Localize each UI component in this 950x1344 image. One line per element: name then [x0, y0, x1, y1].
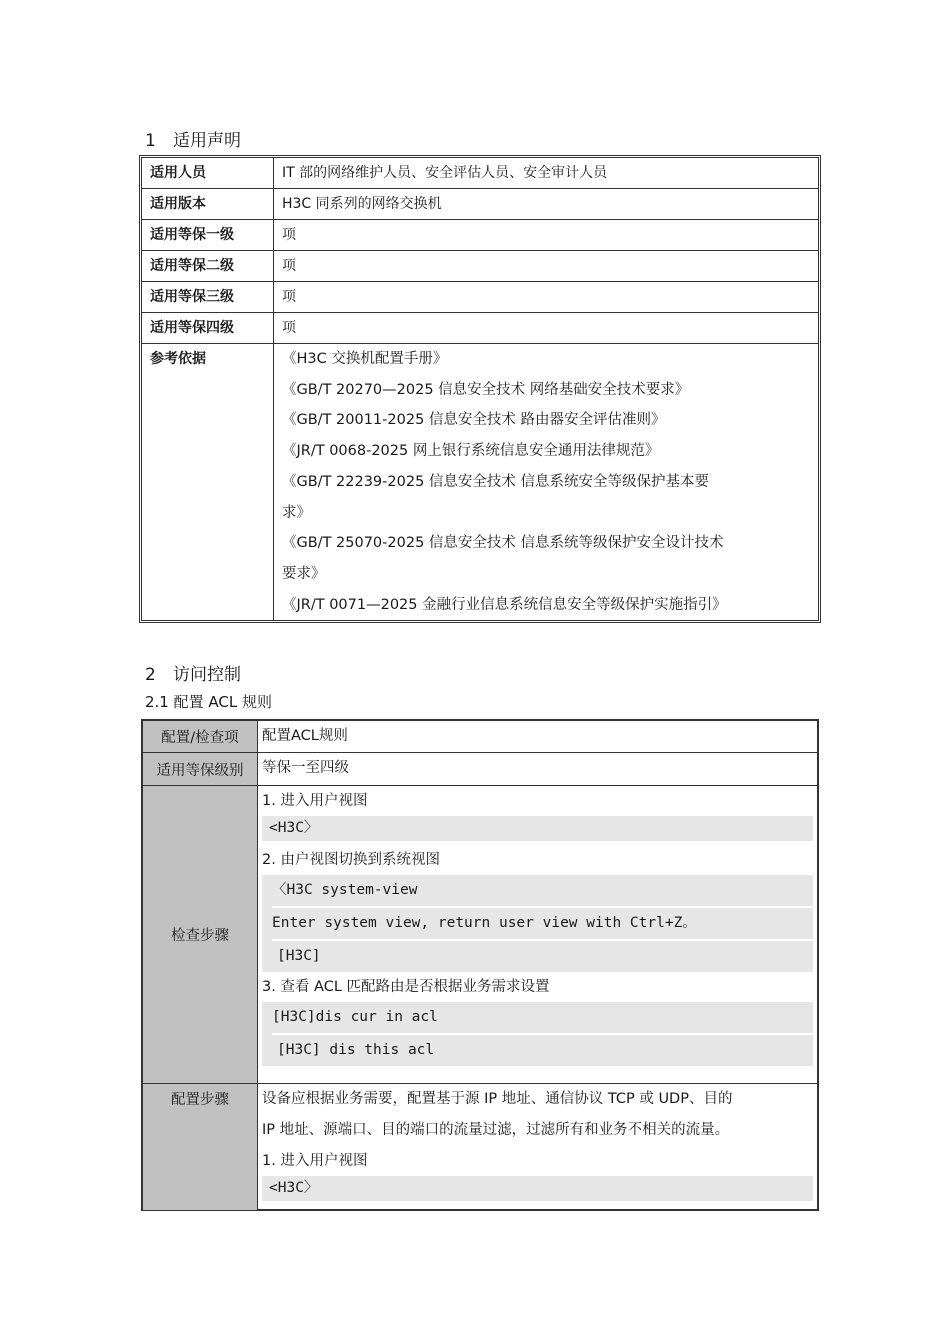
- row-value: 项: [282, 289, 296, 305]
- code-line: 〈H3C system-view: [272, 875, 813, 908]
- section-2-heading: [145, 660, 241, 685]
- table-row: [142, 188, 818, 219]
- code-line: [H3C]dis cur in acl: [272, 1002, 813, 1035]
- row-label: 适用等保一级: [142, 220, 274, 250]
- acl-config-table: [141, 719, 819, 1211]
- row-label: 适用等保三级: [142, 282, 274, 312]
- row-value: 配置ACL规则: [262, 728, 348, 744]
- reference-item: 《JR/T 0068-2025 网上银行系统信息安全通用法律规范》: [282, 443, 660, 460]
- table-row: [142, 158, 818, 188]
- row-value: IT 部的网络维护人员、安全评估人员、安全审计人员: [282, 165, 608, 181]
- row-label: 配置/检查项: [143, 721, 258, 752]
- code-block: <H3C〉: [262, 816, 813, 841]
- code-line: Enter system view, return user view with Ctrl+Z。: [272, 908, 813, 941]
- reference-item: 《GB/T 25070-2025 信息安全技术 信息系统等级保护安全设计技术: [282, 535, 724, 552]
- row-label: 参考依据: [142, 344, 274, 620]
- section-title: 访问控制: [173, 665, 241, 685]
- row-label: 配置步骤: [143, 1084, 258, 1210]
- row-value: 项: [282, 258, 296, 274]
- reference-item: 要求》: [282, 565, 326, 582]
- code-line: [H3C] dis this acl: [277, 1042, 435, 1058]
- section-number: 1: [145, 131, 156, 151]
- step-text: 2. 由户视图切换到系统视图: [262, 852, 440, 868]
- row-value: H3C 同系列的网络交换机: [282, 196, 442, 212]
- section-1-heading: [145, 126, 241, 151]
- table-row: [143, 721, 817, 752]
- table-row: [142, 219, 818, 250]
- reference-item: 《GB/T 20011-2025 信息安全技术 路由器安全评估准则》: [282, 412, 666, 429]
- section-title: 适用声明: [173, 131, 241, 151]
- table-row: [142, 250, 818, 281]
- row-label: 适用等保二级: [142, 251, 274, 281]
- table-row-check-steps: [143, 785, 817, 1083]
- table-row: [142, 281, 818, 312]
- reference-list: [274, 344, 818, 620]
- code-block: [262, 875, 813, 972]
- step-text: 1. 进入用户视图: [262, 1153, 368, 1169]
- table-row-config-steps: [143, 1083, 817, 1210]
- description-text: IP 地址、源端口、目的端口的流量过滤，过滤所有和业务不相关的流量。: [262, 1122, 730, 1138]
- row-value: 等保一至四级: [262, 760, 349, 776]
- reference-item: 《GB/T 20270—2025 信息安全技术 网络基础安全技术要求》: [282, 381, 690, 398]
- reference-item: 求》: [282, 504, 311, 521]
- config-steps: [258, 1084, 817, 1210]
- row-label: 适用等保级别: [143, 753, 258, 785]
- step-text: 1. 进入用户视图: [262, 793, 368, 809]
- section-number: 2: [145, 665, 156, 685]
- applicability-table: [139, 155, 821, 623]
- code-block: <H3C〉: [262, 1176, 813, 1201]
- row-label: 适用版本: [142, 189, 274, 219]
- table-row-references: [142, 343, 818, 620]
- reference-item: 《JR/T 0071—2025 金融行业信息系统信息安全等级保护实施指引》: [282, 596, 727, 613]
- table-row: [142, 312, 818, 343]
- row-label: 检查步骤: [143, 786, 258, 1083]
- row-value: 项: [282, 320, 296, 336]
- row-label: 适用人员: [142, 158, 274, 188]
- check-steps: [258, 786, 817, 1083]
- table-row: [143, 752, 817, 785]
- reference-item: 《GB/T 22239-2025 信息安全技术 信息系统安全等级保护基本要: [282, 473, 710, 490]
- description-text: 设备应根据业务需要，配置基于源 IP 地址、通信协议 TCP 或 UDP、目的: [262, 1091, 733, 1107]
- row-label: 适用等保四级: [142, 313, 274, 343]
- code-line: [H3C]: [277, 948, 321, 964]
- step-text: 3. 查看 ACL 匹配路由是否根据业务需求设置: [262, 979, 550, 995]
- subsection-heading: 2.1 配置 ACL 规则: [145, 693, 272, 711]
- row-value: 项: [282, 227, 296, 243]
- reference-item: 《H3C 交换机配置手册》: [282, 351, 448, 367]
- code-block: [262, 1002, 813, 1066]
